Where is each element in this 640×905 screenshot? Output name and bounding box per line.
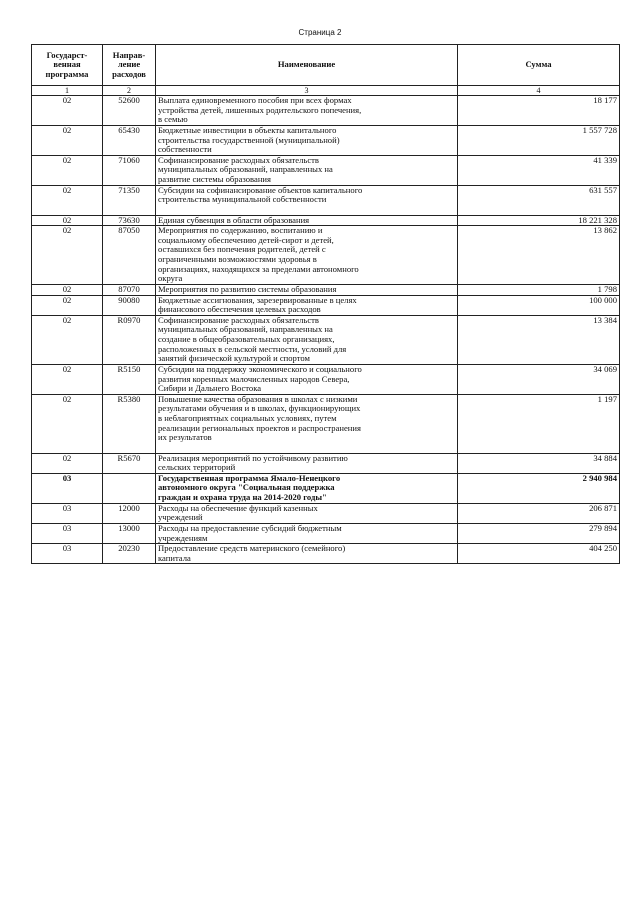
expense-name-line: Реализация мероприятий по устойчивому развитию [158,453,348,463]
expense-name-line: расположенных в сельской местности, условий для [158,343,347,354]
column-number: 2 [103,86,156,96]
amount: 404 250 [458,544,620,564]
direction-code: 87050 [103,226,156,285]
header-amount: Сумма [458,45,620,86]
expense-name-line: Расходы на предоставление субсидий бюджетным [158,523,342,533]
program-code: 02 [32,453,103,473]
expense-name-line: капитала [158,552,191,563]
amount: 13 862 [458,226,620,285]
expense-name-line: ограниченными возможностями здоровья в [158,254,317,264]
amount: 13 384 [458,315,620,364]
expense-name-line: собственности [158,144,212,155]
header-direction: Направ-ление расходов [103,45,156,86]
table-row [32,364,620,394]
expense-name-line: занятий физической культурой и спортом [158,353,310,364]
program-code: 03 [32,544,103,564]
expense-name-line: в семью [158,114,188,125]
table-row [32,125,620,155]
page-number-label: Страница 2 [298,28,342,37]
expense-name-line: социальному обеспечению детей-сирот и детей, [158,234,334,245]
expense-name-line: строительства государственной (муниципальной) [158,134,340,145]
direction-code: 71350 [103,185,156,215]
expense-name-line: Выплата единовременного пособия при всех формах [158,95,352,105]
expense-name [156,125,458,155]
expense-name-line: финансового обеспечения целевых расходов [158,304,321,315]
header-name: Наименование [156,45,458,86]
amount: 206 871 [458,503,620,523]
expense-name [156,453,458,473]
table-row [32,544,620,564]
program-code: 02 [32,315,103,364]
amount: 1 798 [458,284,620,295]
expense-name [156,315,458,364]
expense-name-line: Софинансирование расходных обязательств [158,315,319,325]
expense-name-line: Единая субвенция в области образования [158,215,310,225]
expense-name-line: их результатов [158,432,212,443]
program-code: 03 [32,473,103,503]
table-row [32,315,620,364]
table-row [32,96,620,126]
expense-name-line: Предоставление средств материнского (семейного) [158,543,346,554]
amount: 18 221 328 [458,215,620,226]
amount: 34 069 [458,364,620,394]
header-program: Государст-венная программа [32,45,103,86]
expense-name-line: устройства детей, лишенных родительского попечения, [158,104,362,115]
expense-name [156,503,458,523]
direction-code: 12000 [103,503,156,523]
expense-name-line: развитие системы образования [158,174,271,184]
budget-table [31,44,620,564]
table-row [32,503,620,523]
program-code: 02 [32,226,103,285]
amount: 1 557 728 [458,125,620,155]
expense-name-line: в неблагоприятных социальных условиях, путем [158,413,337,423]
expense-name [156,394,458,453]
column-number: 4 [458,86,620,96]
direction-code [103,473,156,503]
program-code: 03 [32,503,103,523]
table-row [32,155,620,185]
expense-name-line: результатами обучения и в школах, функционирующих [158,403,361,414]
expense-name-line [158,205,455,215]
program-code: 02 [32,284,103,295]
expense-name [156,295,458,315]
direction-code: R5670 [103,453,156,473]
program-code: 02 [32,215,103,226]
amount: 2 940 984 [458,473,620,503]
direction-code: 73630 [103,215,156,226]
expense-name-line: Повышение качества образования в школах с низкими [158,394,358,404]
expense-name-line: Мероприятия по развитию системы образования [158,284,337,294]
table-row [32,295,620,315]
expense-name-line: округа [158,273,183,284]
expense-name-line: автономного округа "Социальная поддержка [158,482,335,493]
expense-name-line: сельских территорий [158,462,236,473]
expense-name-line: Субсидии на поддержку экономического и социального [158,364,362,374]
program-code: 02 [32,125,103,155]
direction-code: R5380 [103,394,156,453]
column-number: 1 [32,86,103,96]
direction-code: 20230 [103,544,156,564]
expense-name [156,226,458,285]
expense-name-line: развития коренных малочисленных народов Севера, [158,373,350,384]
expense-name-line: Субсидии на софинансирование объектов капитального [158,185,363,195]
table-row [32,284,620,295]
expense-name-line: граждан и охрана труда на 2014-2020 годы" [158,492,327,502]
program-code: 02 [32,185,103,215]
expense-name-line: Сибири и Дальнего Востока [158,383,262,394]
program-code: 02 [32,155,103,185]
direction-code: 90080 [103,295,156,315]
direction-code: R0970 [103,315,156,364]
table-row [32,473,620,503]
table-row [32,215,620,226]
expense-name-line: Софинансирование расходных обязательств [158,155,319,165]
expense-name [156,523,458,543]
direction-code: 52600 [103,96,156,126]
amount: 41 339 [458,155,620,185]
expense-name-line: Расходы на обеспечение функций казенных [158,503,318,513]
expense-name-line: Мероприятия по содержанию, воспитанию и [158,225,323,236]
program-code: 02 [32,96,103,126]
amount: 1 197 [458,394,620,453]
expense-name-line: учреждениям [158,532,208,543]
expense-name-line: создание в общеобразовательных организациях, [158,334,335,344]
expense-name [156,155,458,185]
program-code: 02 [32,295,103,315]
table-row [32,226,620,285]
expense-name-line: муниципальных образований, направленных на [158,324,333,335]
expense-name [156,185,458,215]
amount: 100 000 [458,295,620,315]
direction-code: 65430 [103,125,156,155]
expense-name-line [158,443,455,453]
expense-name-line: Бюджетные ассигнования, зарезервированные в целях [158,295,357,305]
amount: 279 894 [458,523,620,543]
expense-name-line: Государственная программа Ямало-Ненецкого [158,473,341,483]
program-code: 03 [32,523,103,543]
direction-code: 87070 [103,284,156,295]
expense-name-line: строительства муниципальной собственности [158,194,327,205]
program-code: 02 [32,394,103,453]
expense-name-line: оставшихся без попечения родителей, детей с [158,244,326,255]
expense-name [156,284,458,295]
expense-name [156,544,458,564]
column-number: 3 [156,86,458,96]
expense-name-line: организациях, находящихся за пределами автономного [158,263,359,274]
direction-code: R5150 [103,364,156,394]
table-row [32,453,620,473]
direction-code: 13000 [103,523,156,543]
table-row [32,523,620,543]
expense-name-line: учреждений [158,512,203,523]
program-code: 02 [32,364,103,394]
expense-name-line: реализации региональных проектов и распространения [158,422,361,433]
amount: 631 557 [458,185,620,215]
amount: 18 177 [458,96,620,126]
expense-name [156,364,458,394]
expense-name [156,96,458,126]
amount: 34 884 [458,453,620,473]
table-row [32,394,620,453]
expense-name-line: Бюджетные инвестиции в объекты капитального [158,125,337,135]
expense-name [156,215,458,226]
expense-name [156,473,458,503]
direction-code: 71060 [103,155,156,185]
expense-name-line: муниципальных образований, направленных на [158,164,333,175]
table-row [32,185,620,215]
